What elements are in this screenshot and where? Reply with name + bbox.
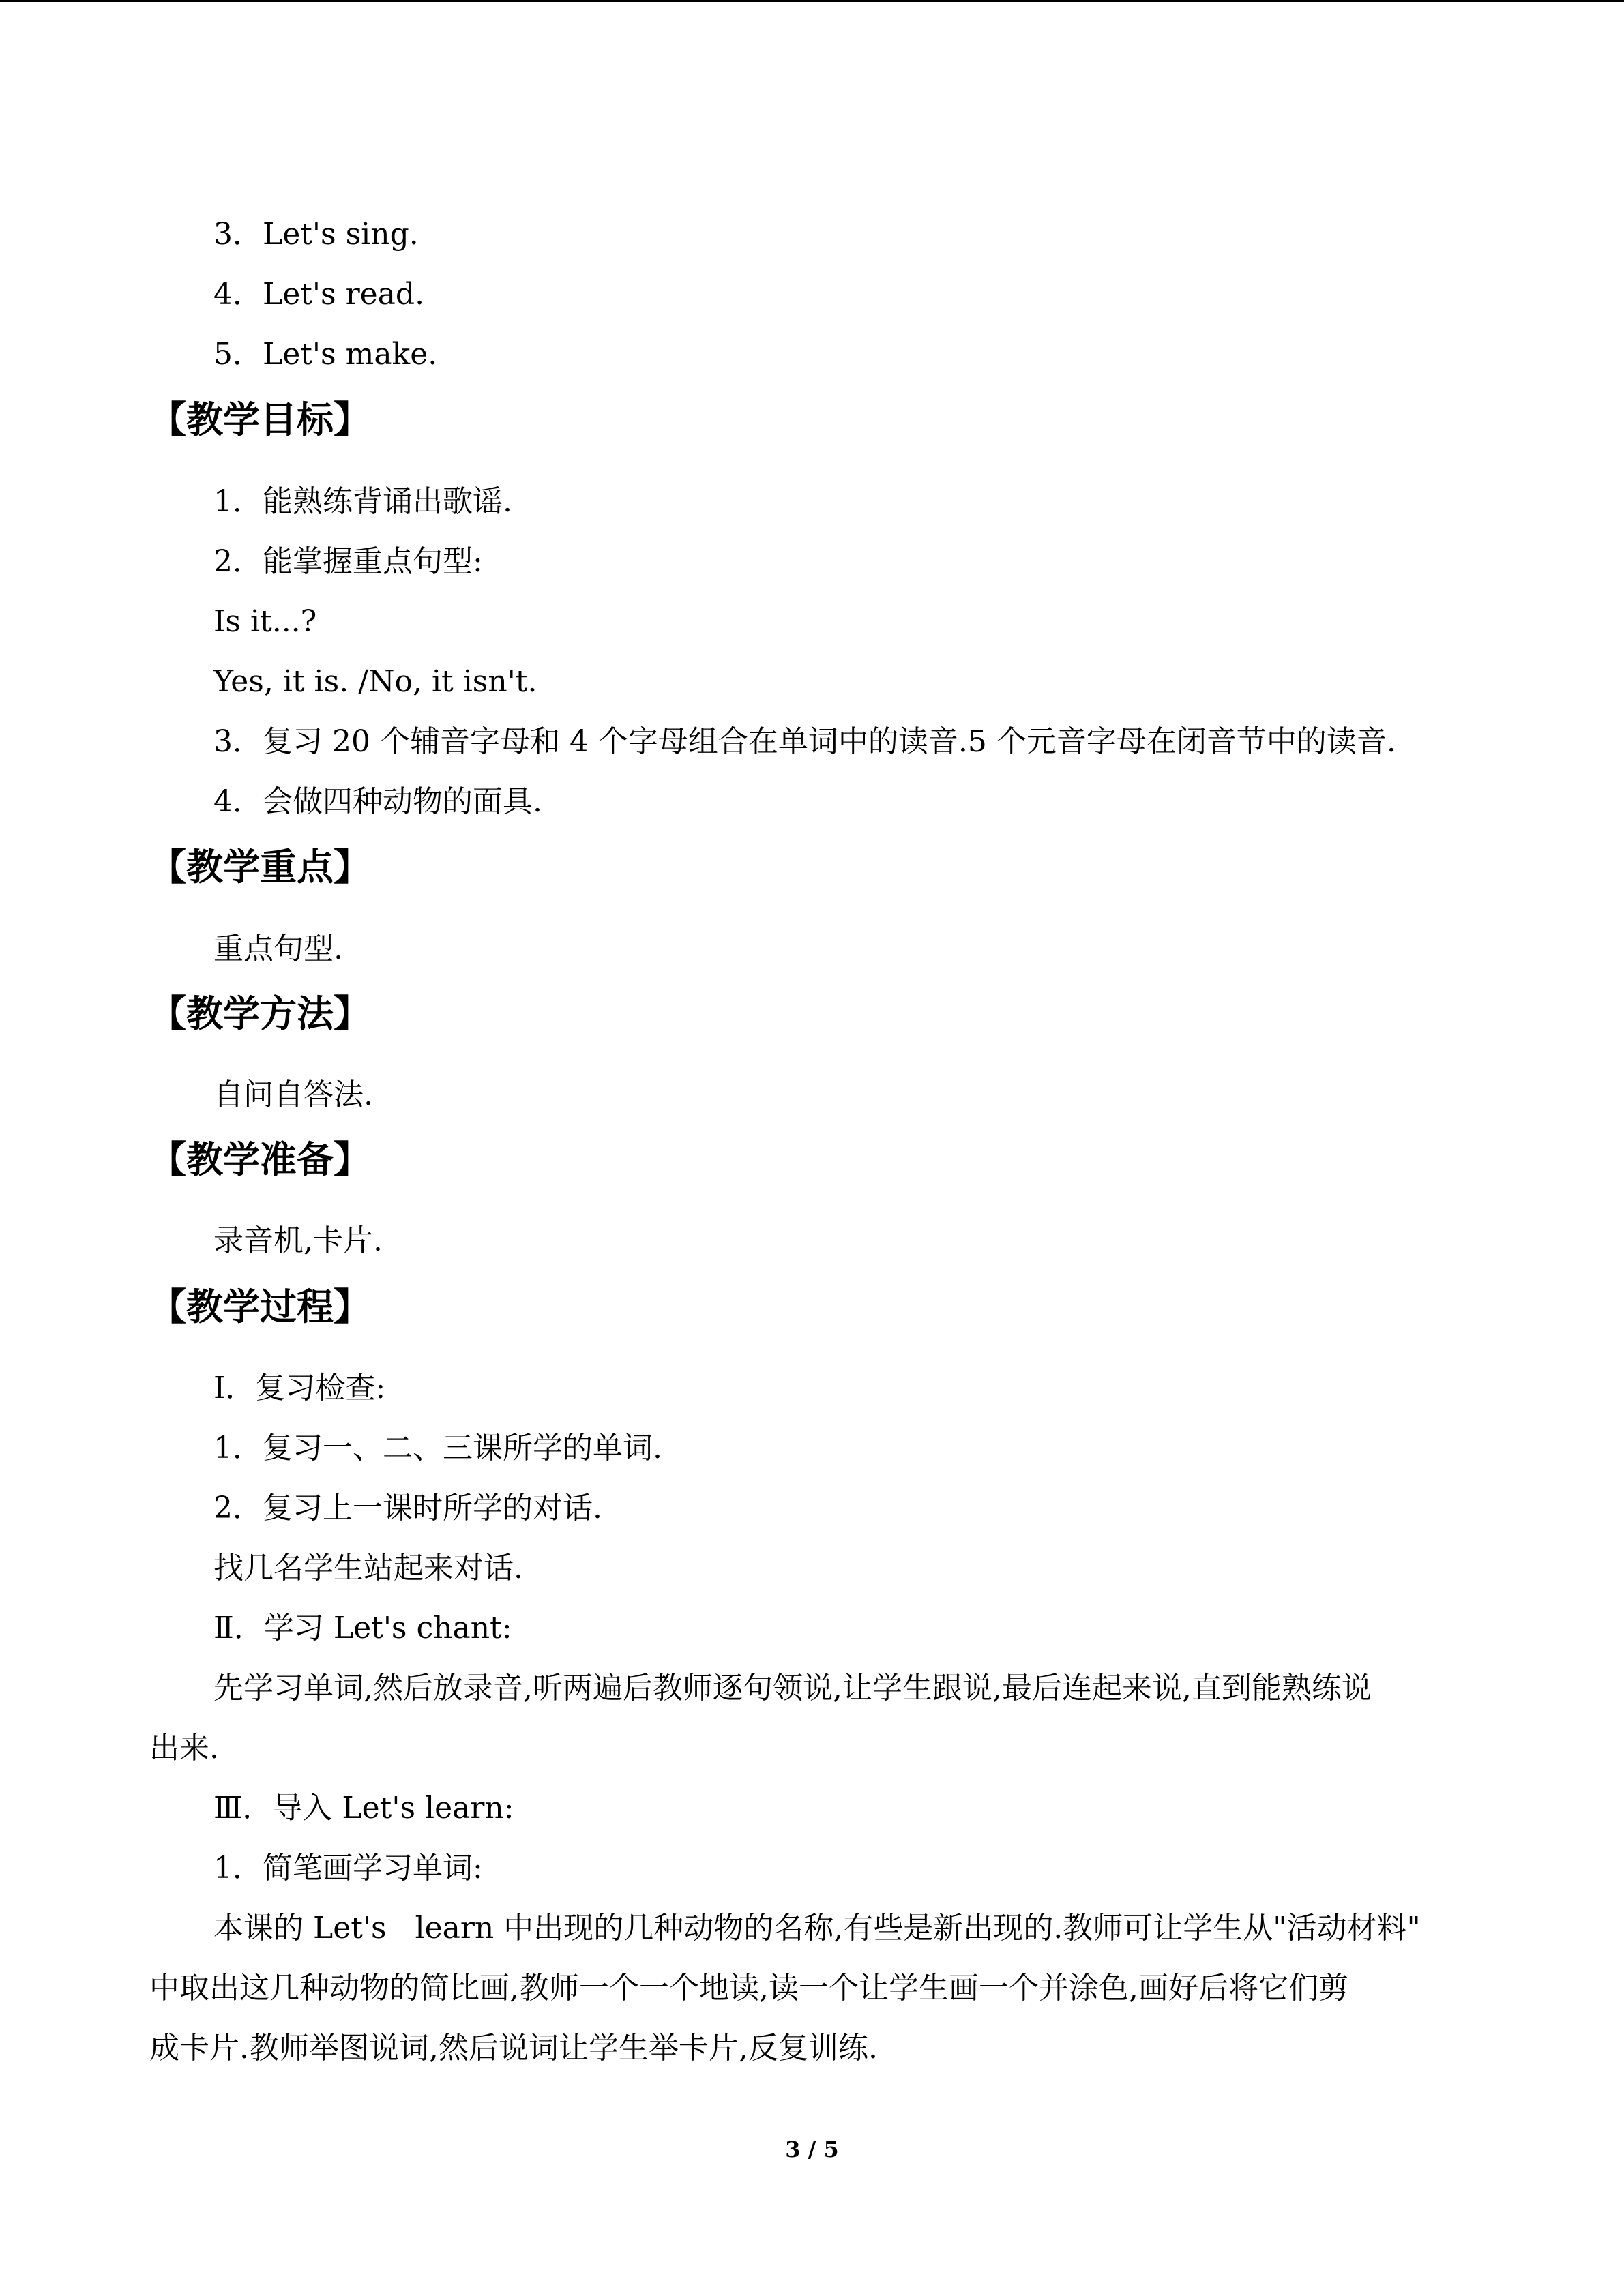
process-step-1-note: 找几名学生站起来对话. [213, 1551, 523, 1585]
goal-item-3: 3．复习 20 个辅音字母和 4 个字母组合在单词中的读音.5 个元音字母在闭音节中的读音. [213, 724, 1396, 759]
prep-text: 录音机,卡片. [213, 1223, 383, 1258]
process-step-3-paragraph-cont-1: 中取出这几种动物的简比画,教师一个一个地读,读一个让学生画一个并涂色,画好后将它们剪 [149, 1971, 1348, 2006]
intro-item-4: 4．Let's read. [213, 277, 425, 312]
goal-item-1: 1．能熟练背诵出歌谣. [213, 484, 512, 519]
goal-sentence-answer: Yes, it is. /No, it isn't. [213, 664, 537, 699]
process-step-1-item-2: 2．复习上一课时所学的对话. [213, 1491, 602, 1525]
intro-item-3: 3．Let's sing. [213, 217, 419, 252]
section-heading-process: 【教学过程】 [149, 1285, 370, 1328]
process-step-3-title: Ⅲ．导入 Let's learn: [213, 1791, 514, 1825]
process-step-2-paragraph: 先学习单词,然后放录音,听两遍后教师逐句领说,让学生跟说,最后连起来说,直到能熟练说 [213, 1671, 1372, 1705]
intro-item-5: 5．Let's make. [213, 337, 438, 372]
focus-text: 重点句型. [213, 931, 343, 966]
process-step-3-item-1: 1．简笔画学习单词: [213, 1851, 483, 1885]
process-step-1-title: Ⅰ．复习检查: [213, 1371, 386, 1405]
method-text: 自问自答法. [213, 1077, 373, 1112]
goal-item-4: 4．会做四种动物的面具. [213, 784, 542, 819]
page-number: 3 / 5 [785, 2136, 839, 2162]
section-heading-prep: 【教学准备】 [149, 1137, 370, 1181]
process-step-2-paragraph-cont: 出来. [149, 1731, 219, 1765]
section-heading-focus: 【教学重点】 [149, 845, 370, 889]
process-step-3-paragraph-cont-2: 成卡片.教师举图说词,然后说词让学生举卡片,反复训练. [149, 2031, 878, 2066]
goal-item-2: 2．能掌握重点句型: [213, 544, 483, 579]
section-heading-goals: 【教学目标】 [149, 398, 370, 441]
goal-sentence-question: Is it...? [213, 604, 317, 639]
section-heading-method: 【教学方法】 [149, 992, 370, 1035]
process-step-1-item-1: 1．复习一、二、三课所学的单词. [213, 1431, 662, 1465]
process-step-2-title: Ⅱ．学习 Let's chant: [213, 1611, 512, 1645]
process-step-3-paragraph: 本课的 Let's learn 中出现的几种动物的名称,有些是新出现的.教师可让学生从"活动材料" [213, 1911, 1421, 1945]
